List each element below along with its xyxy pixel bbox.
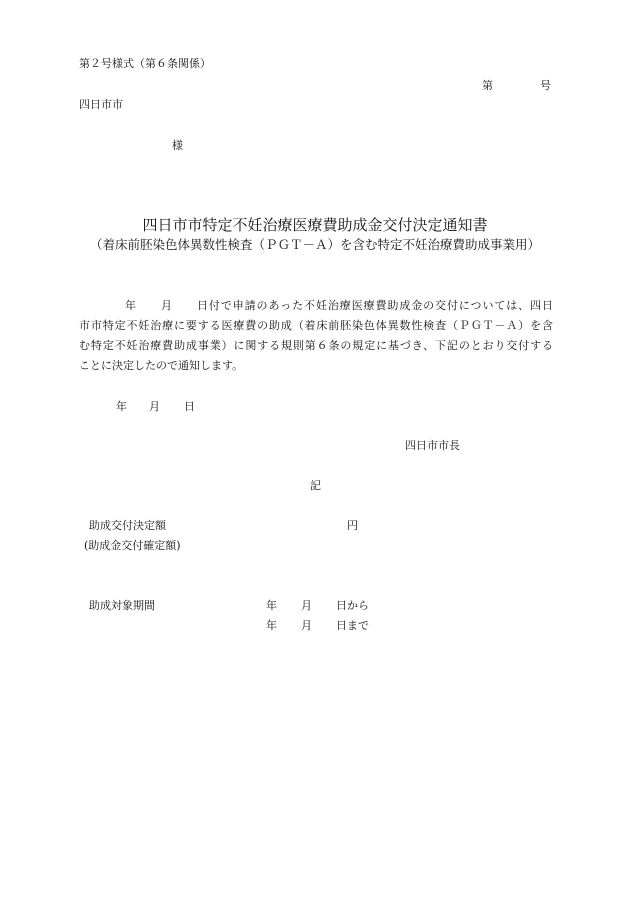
document-subtitle: （着床前胚染色体異数性検査（ＰＧＴ－Ａ）を含む特定不妊治療費助成事業用） <box>89 237 540 252</box>
recipient-organization: 四日市市 <box>79 98 123 111</box>
body-line-1: 日付で申請のあった不妊治療医療費助成金の交付については、四日 <box>197 299 553 312</box>
period-from-month: 月 <box>301 599 312 612</box>
body-line-4: ことに決定したので通知します。 <box>79 359 244 372</box>
document-number-prefix: 第 <box>482 79 493 92</box>
notice-date-month: 月 <box>149 400 160 413</box>
body-line-3: む特定不妊治療費助成事業）に関する規則第６条の規定に基づき、下記のとおり交付する <box>79 339 553 352</box>
form-number-label: 第２号様式（第６条関係） <box>79 57 211 70</box>
amount-label: 助成交付決定額 <box>89 519 166 532</box>
application-year: 年 <box>125 299 136 312</box>
notice-date-year: 年 <box>116 400 127 413</box>
period-to-year: 年 <box>266 619 277 632</box>
document-number-suffix: 号 <box>540 79 551 92</box>
body-line-2: 市市特定不妊治療に要する医療費の助成（着床前胚染色体異数性検査（ＰＧＴ－Ａ）を含 <box>79 319 553 332</box>
period-to-day: 日まで <box>336 619 369 632</box>
amount-unit: 円 <box>347 519 358 532</box>
amount-note: (助成金交付確定額) <box>84 539 181 552</box>
period-label: 助成対象期間 <box>89 599 155 612</box>
recipient-honorific: 様 <box>172 139 183 152</box>
record-label: 記 <box>310 479 321 492</box>
notice-date-day: 日 <box>184 400 195 413</box>
document-title: 四日市市特定不妊治療医療費助成金交付決定通知書 <box>142 216 488 234</box>
period-to-month: 月 <box>301 619 312 632</box>
application-month: 月 <box>161 299 172 312</box>
period-from-day: 日から <box>336 599 369 612</box>
issuer-title: 四日市市長 <box>405 439 460 452</box>
period-from-year: 年 <box>266 599 277 612</box>
